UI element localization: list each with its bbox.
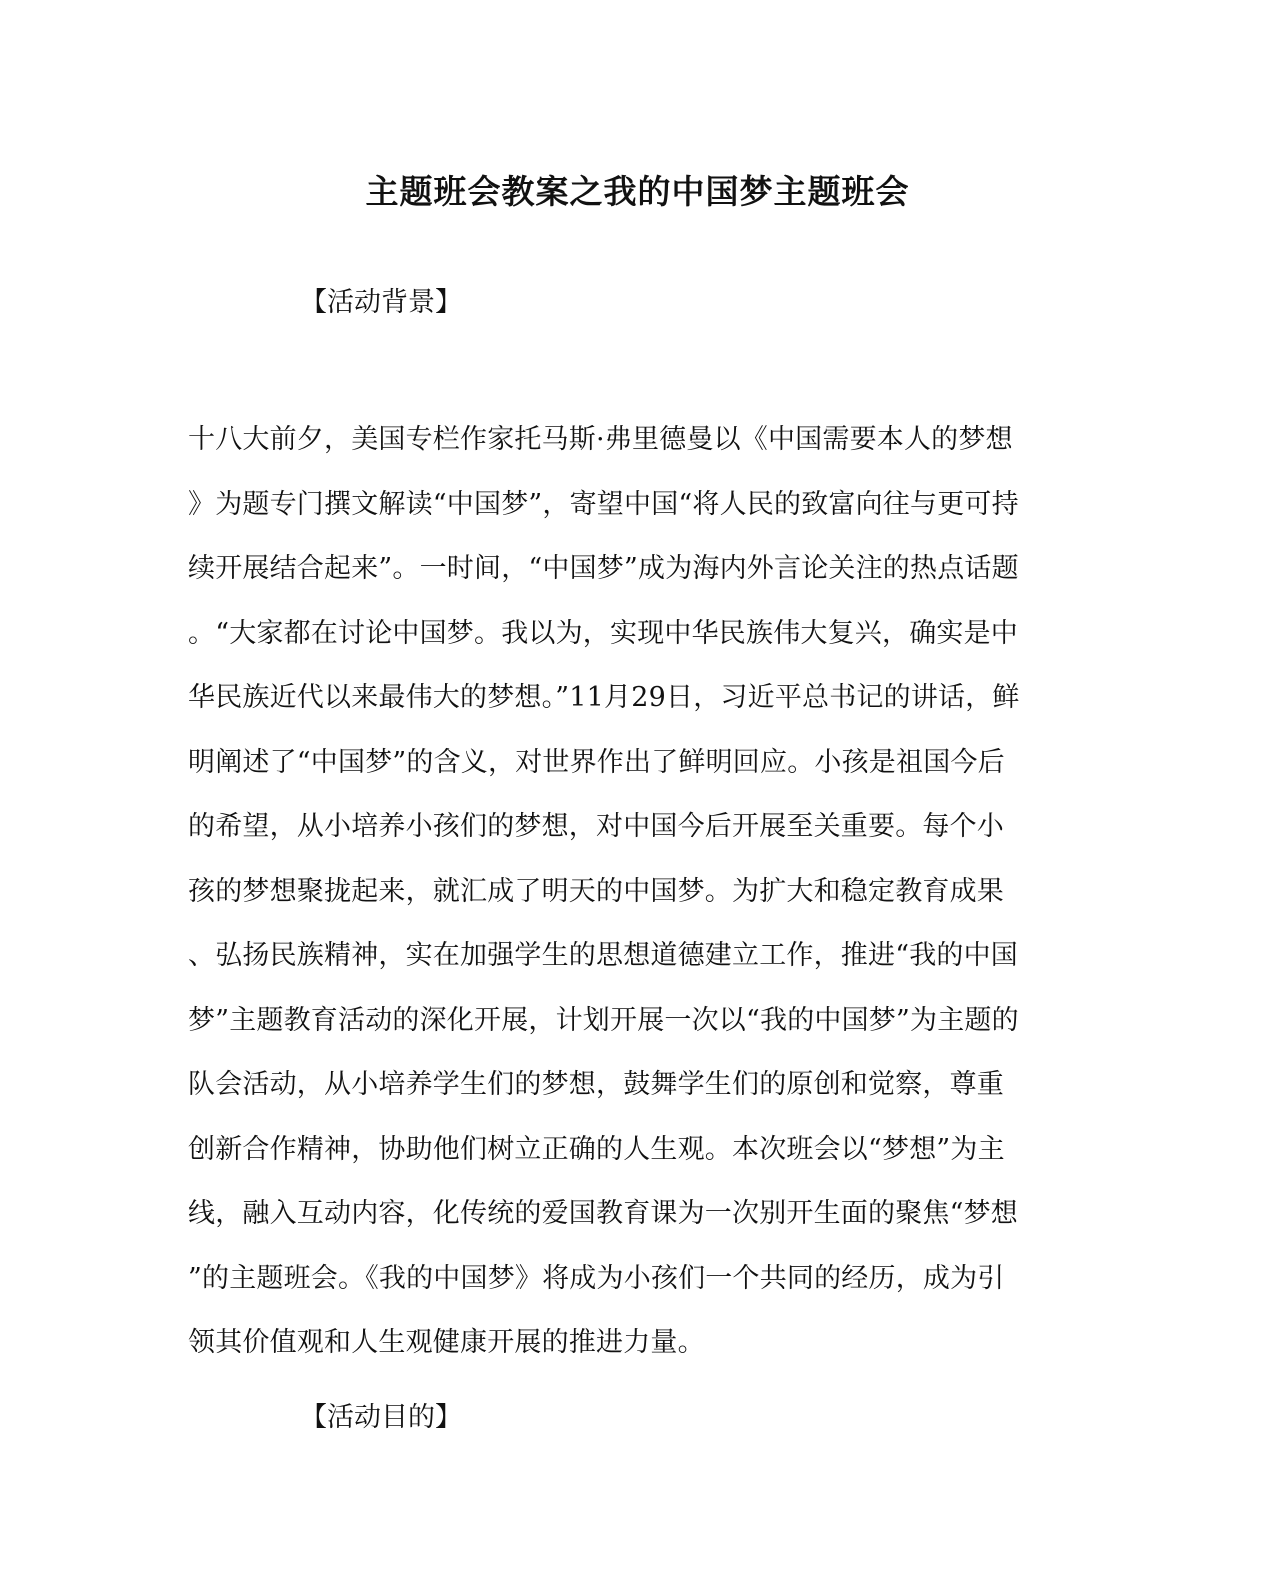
paragraph-line: 梦”主题教育活动的深化开展，计划开展一次以“我的中国梦”为主题的 bbox=[188, 1004, 1019, 1036]
paragraph-line: 领其价值观和人生观健康开展的推进力量。 bbox=[188, 1327, 705, 1358]
paragraph-line: 华民族近代以来最伟大的梦想。”11月29日，习近平总书记的讲话，鲜 bbox=[188, 682, 1020, 713]
paragraph-line: ”的主题班会。《我的中国梦》将成为小孩们一个共同的经历，成为引 bbox=[188, 1262, 1005, 1294]
paragraph-line: 、弘扬民族精神，实在加强学生的思想道德建立工作，推进“我的中国 bbox=[188, 940, 1019, 971]
section-heading-background: 【活动背景】 bbox=[300, 287, 462, 318]
paragraph-line: 续开展结合起来”。一时间，“中国梦”成为海内外言论关注的热点话题 bbox=[188, 553, 1019, 584]
paragraph-line: 》为题专门撰文解读“中国梦”，寄望中国“将人民的致富向往与更可持 bbox=[188, 488, 1019, 520]
paragraph-line: 创新合作精神，协助他们树立正确的人生观。本次班会以“梦想”为主 bbox=[188, 1133, 1005, 1165]
paragraph-line: 孩的梦想聚拢起来，就汇成了明天的中国梦。为扩大和稳定教育成果 bbox=[188, 875, 1004, 907]
section-heading-purpose: 【活动目的】 bbox=[300, 1402, 462, 1433]
paragraph-line: 队会活动，从小培养学生们的梦想，鼓舞学生们的原创和觉察，尊重 bbox=[188, 1069, 1004, 1100]
background-paragraph bbox=[188, 408, 1088, 1376]
paragraph-line: 的希望，从小培养小孩们的梦想，对中国今后开展至关重要。每个小 bbox=[188, 811, 1004, 842]
paragraph-line: 。“大家都在讨论中国梦。我以为，实现中华民族伟大复兴，确实是中 bbox=[188, 617, 1019, 649]
paragraph-line: 明阐述了“中国梦”的含义，对世界作出了鲜明回应。小孩是祖国今后 bbox=[188, 746, 1005, 778]
document-title: 主题班会教案之我的中国梦主题班会 bbox=[365, 172, 910, 211]
paragraph-line: 线，融入互动内容，化传统的爱国教育课为一次别开生面的聚焦“梦想 bbox=[188, 1198, 1019, 1229]
paragraph-line: 十八大前夕，美国专栏作家托马斯·弗里德曼以《中国需要本人的梦想 bbox=[188, 424, 1013, 455]
